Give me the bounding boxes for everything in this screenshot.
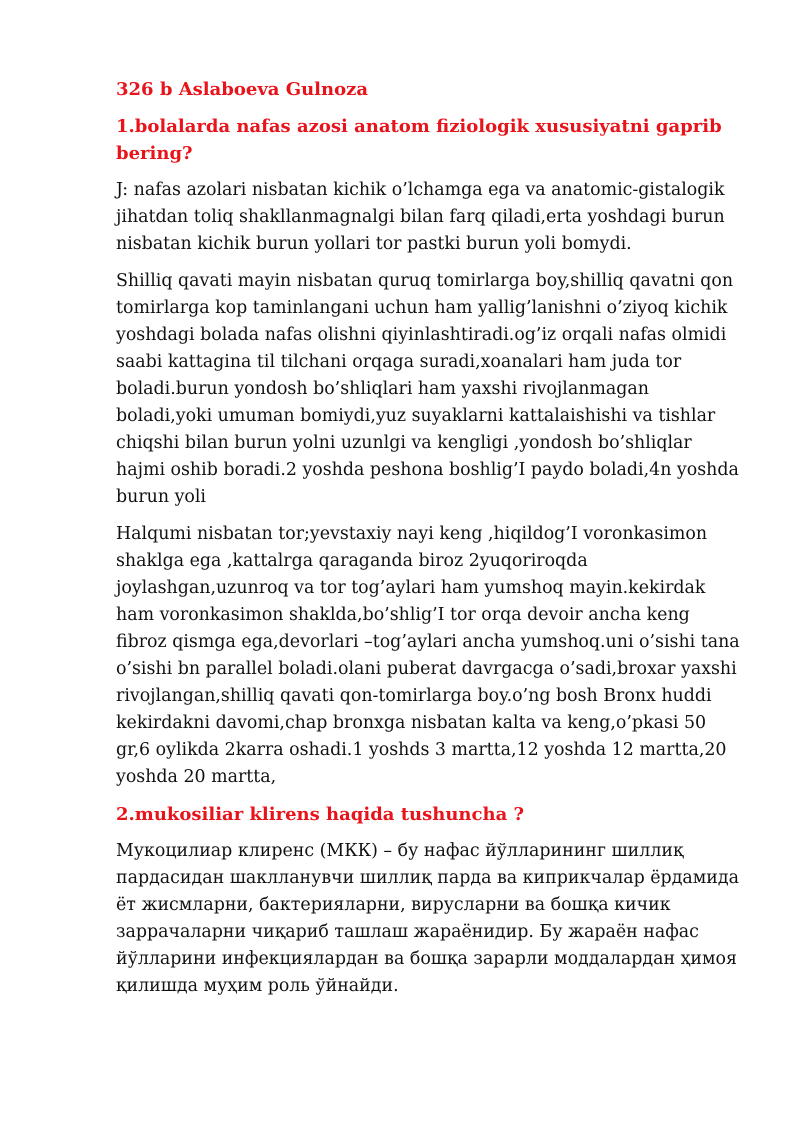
- question-2-heading: 2.mukosiliar klirens haqida tushuncha ?: [116, 804, 525, 825]
- answer-2-paragraph: Мукоцилиар клиренс (МКК) – бу нафас йўлларининг шиллиқ пардасидан шаклланувчи шиллиқ парда ва киприкчалар ёрдамида ёт жисмларни, бактерияларни, вирусларни ва бошқа кичик заррачаларни чиқариб ташлаш жараёнидир. Бу жараён нафас йўлларини инфекциялардан ва бошқа зарарли моддалардан ҳимоя қилишда муҳим роль ўйнайди.: [116, 841, 739, 996]
- question-1-heading: 1.bolalarda nafas azosi anatom fiziologik xususiyatni gaprib bering?: [116, 116, 722, 164]
- document-page: [116, 76, 742, 1010]
- answer-1-paragraph-2: Shilliq qavati mayin nisbatan quruq tomirlarga boy,shilliq qavatni qon tomirlarga kop taminlangani uchun ham yallig’lanishni o’ziyoq kichik yoshdagi bolada nafas olishni qiyinlashtiradi.og’iz orqali nafas olmidi saabi kattagina til tilchani orqaga suradi,xoanalari ham juda tor boladi.burun yondosh bo’shliqlari ham yaxshi rivojlanmagan boladi,yoki umuman bomiydi,yuz suyaklarni kattalaishishi va tishlar chiqshi bilan burun yolni uzunlgi va kengligi ,yondosh bo’shliqlar hajmi oshib boradi.2 yoshda peshona boshlig’I paydo boladi,4n yoshda burun yoli: [116, 271, 739, 507]
- author-header: 326 b Aslaboeva Gulnoza: [116, 79, 368, 100]
- answer-1-paragraph-3: Halqumi nisbatan tor;yevstaxiy nayi keng ,hiqildog’I voronkasimon shaklga ega ,kattalrga qaraganda biroz 2yuqoriroqda joylashgan,uzunroq va tor tog’aylari ham yumshoq mayin.kekirdak ham voronkasimon shaklda,bo’shlig’I tor orqa devoir ancha keng fibroz qismga ega,devorlari –tog’aylari ancha yumshoq.uni o’sishi tana o’sishi bn parallel boladi.olani puberat davrgacga o’sadi,broxar yaxshi rivojlangan,shilliq qavati qon-tomirlarga boy.o’ng bosh Bronx huddi kekirdakni davomi,chap bronxga nisbatan kalta va keng,o’pkasi 50 gr,6 oylikda 2karra oshadi.1 yoshds 3 martta,12 yoshda 12 martta,20 yoshda 20 martta,: [116, 524, 740, 787]
- answer-1-paragraph-1: J: nafas azolari nisbatan kichik o’lchamga ega va anatomic-gistalogik jihatdan toliq shakllanmagnalgi bilan farq qiladi,erta yoshdagi burun nisbatan kichik burun yollari tor pastki burun yoli bomydi.: [116, 180, 725, 254]
